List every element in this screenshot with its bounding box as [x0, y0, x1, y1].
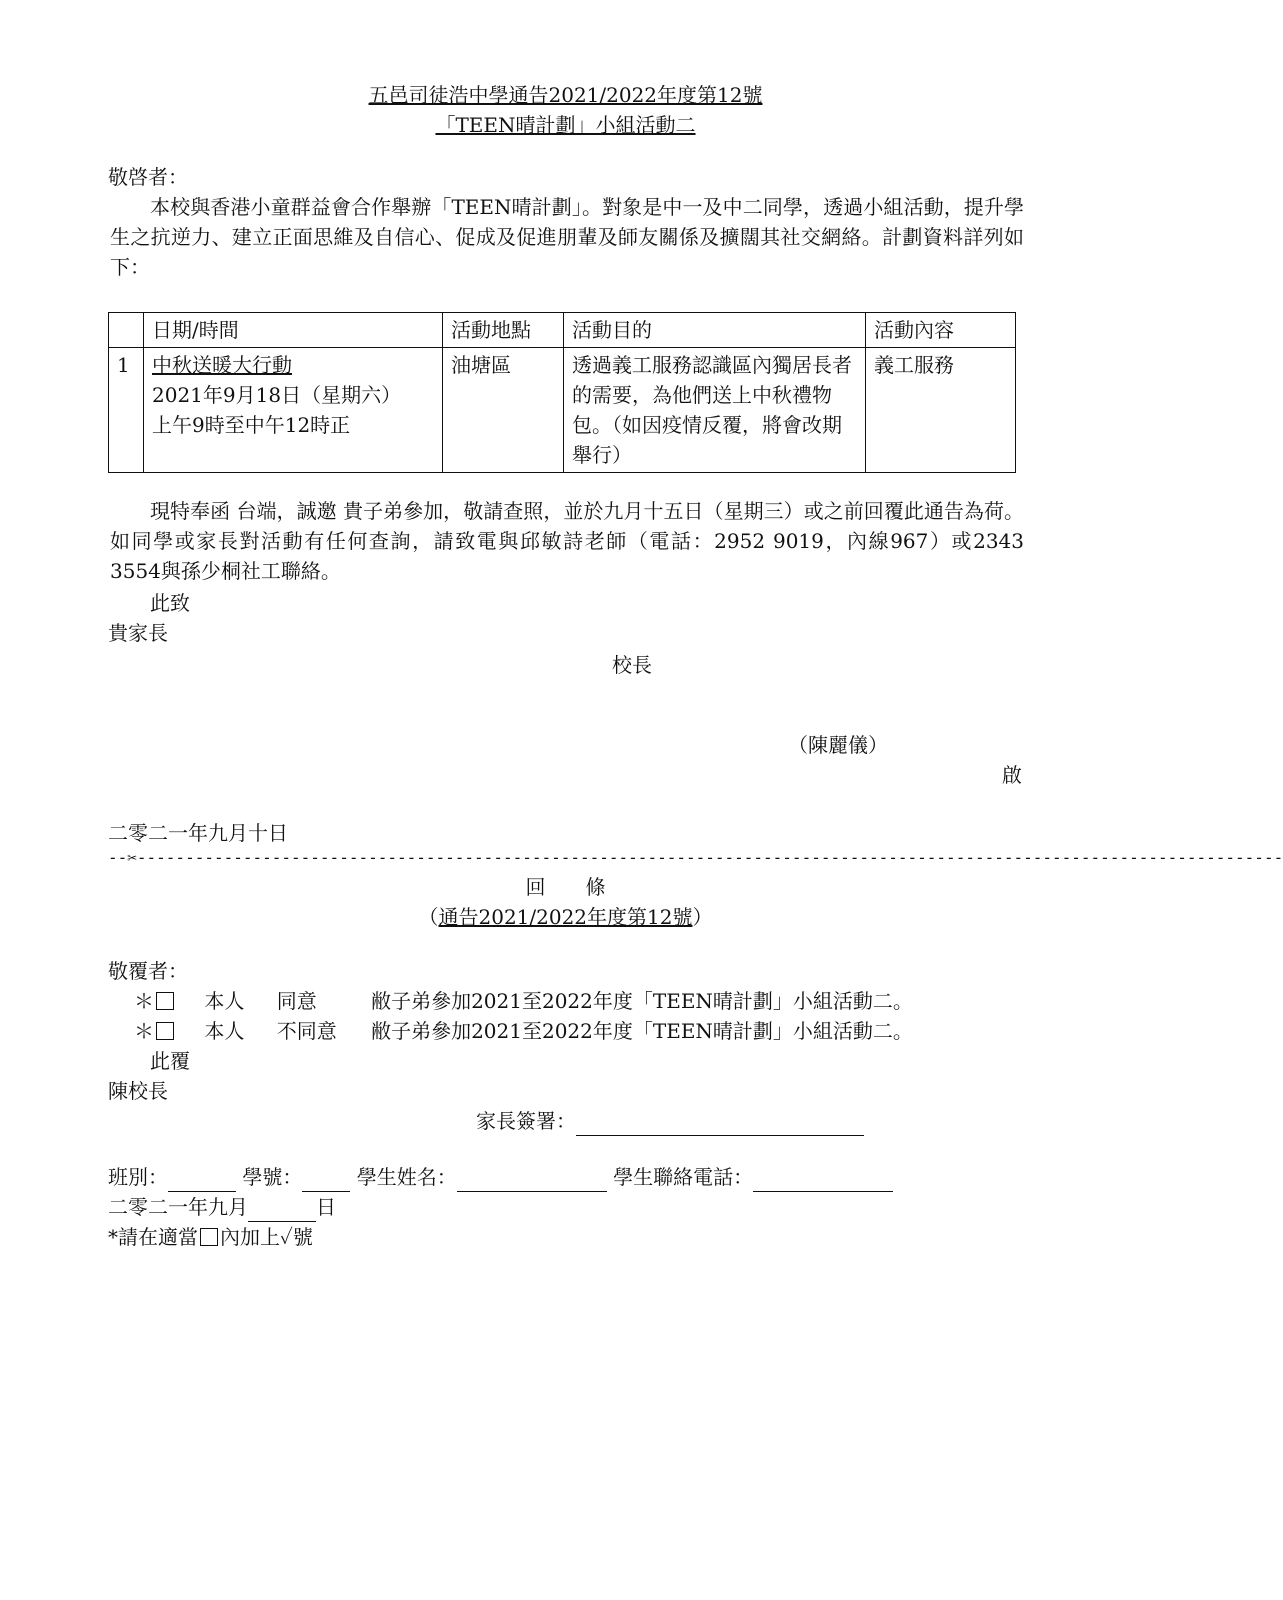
- parent-signature-label: 家長簽署：: [476, 1109, 576, 1133]
- header-cell-no: [109, 313, 144, 348]
- notice-date: 二零二一年九月十日: [108, 821, 288, 845]
- option-choice: 不同意: [276, 1019, 337, 1043]
- student-name-field[interactable]: [457, 1169, 607, 1192]
- reply-date-row: [108, 1192, 336, 1222]
- event-time: 上午9時至中午12時正: [152, 413, 351, 437]
- header-cell-content: 活動內容: [866, 313, 1016, 348]
- note-box-icon: [200, 1228, 218, 1246]
- option-who: 本人: [204, 989, 245, 1013]
- table-header-row: [109, 313, 1016, 348]
- sign-off: 啟: [1002, 763, 1022, 787]
- invitation-paragraph: 現特奉函 台端，誠邀 貴子弟參加，敬請查照，並於九月十五日（星期三）或之前回覆此通告為荷。如同學或家長對活動有任何查詢，請致電與邱敏詩老師（電話：2952 9019，內線967）或2343 3554與孫少桐社工聯絡。: [110, 499, 1024, 583]
- phone-field[interactable]: [753, 1169, 893, 1192]
- agree-checkbox[interactable]: [156, 992, 174, 1010]
- student-info-row: [108, 1162, 893, 1192]
- reply-salutation: 敬覆者：: [108, 959, 188, 983]
- note-prefix: *請在適當: [108, 1225, 198, 1249]
- phone-label: 學生聯絡電話：: [613, 1165, 754, 1189]
- option-choice: 同意: [276, 989, 317, 1013]
- table-row: [109, 348, 1016, 473]
- sender-title: 校長: [612, 653, 652, 677]
- reply-day-field[interactable]: [248, 1199, 316, 1222]
- note-middle: 內加上: [220, 1225, 280, 1249]
- activity-table: [108, 312, 1016, 473]
- student-no-field[interactable]: [302, 1169, 350, 1192]
- reply-closing: 此覆: [150, 1049, 190, 1073]
- header-cell-purpose: 活動目的: [564, 313, 866, 348]
- reply-ref-text: 通告2021/2022年度第12號: [438, 905, 693, 929]
- parent-signature-field[interactable]: [576, 1113, 864, 1136]
- salutation: 敬啓者：: [108, 165, 188, 189]
- reply-ref: （通告2021/2022年度第12號）: [418, 905, 713, 929]
- cut-line: --✂-----------------------------------------------------------------------------------------------------------------------: [108, 848, 1283, 867]
- row-location: 油塘區: [443, 348, 564, 473]
- recipient-text: 貴家長: [108, 621, 168, 645]
- event-name: 中秋送暖大行動: [152, 353, 292, 377]
- instruction-note: [108, 1222, 313, 1252]
- option-who: 本人: [204, 1019, 245, 1043]
- reply-title: 回 條: [525, 875, 606, 899]
- intro-paragraph: 本校與香港小童群益會合作舉辦「TEEN晴計劃」。對象是中一及中二同學，透過小組活動，提升學生之抗逆力、建立正面思維及自信心、促成及促進朋輩及師友關係及擴闊其社交網絡。計劃資料詳列如下：: [110, 195, 1024, 279]
- student-name-label: 學生姓名：: [356, 1165, 457, 1189]
- asterisk: ＊: [134, 989, 154, 1013]
- notice-subtitle: 「TEEN晴計劃」小組活動二: [435, 113, 696, 137]
- parent-signature-row: [476, 1106, 864, 1136]
- reply-recipient: 陳校長: [108, 1079, 168, 1103]
- closing-text: 此致: [150, 591, 190, 615]
- disagree-checkbox[interactable]: [156, 1022, 174, 1040]
- header-cell-datetime: 日期/時間: [144, 313, 443, 348]
- row-datetime: [144, 348, 443, 473]
- reply-date-suffix: 日: [316, 1195, 336, 1219]
- class-field[interactable]: [168, 1169, 236, 1192]
- option-text: 敝子弟參加2021至2022年度「TEEN晴計劃」小組活動二。: [371, 1019, 913, 1043]
- class-label: 班別：: [108, 1165, 168, 1189]
- header-cell-location: 活動地點: [443, 313, 564, 348]
- row-purpose: 透過義工服務認識區內獨居長者的需要，為他們送上中秋禮物包。（如因疫情反覆，將會改期舉行）: [564, 348, 866, 473]
- option-agree: [134, 986, 913, 1016]
- reply-date-prefix: 二零二一年九月: [108, 1195, 248, 1219]
- option-disagree: [134, 1016, 913, 1046]
- asterisk: ＊: [134, 1019, 154, 1043]
- event-date: 2021年9月18日（星期六）: [152, 383, 402, 407]
- notice-title: 五邑司徒浩中學通告2021/2022年度第12號: [368, 83, 763, 107]
- row-content: 義工服務: [866, 348, 1016, 473]
- sender-name: （陳麗儀）: [788, 733, 888, 757]
- note-suffix: 號: [292, 1225, 313, 1249]
- option-text: 敝子弟參加2021至2022年度「TEEN晴計劃」小組活動二。: [371, 989, 913, 1013]
- row-no: 1: [109, 348, 144, 473]
- check-icon: ✓: [280, 1225, 293, 1249]
- student-no-label: 學號：: [242, 1165, 303, 1189]
